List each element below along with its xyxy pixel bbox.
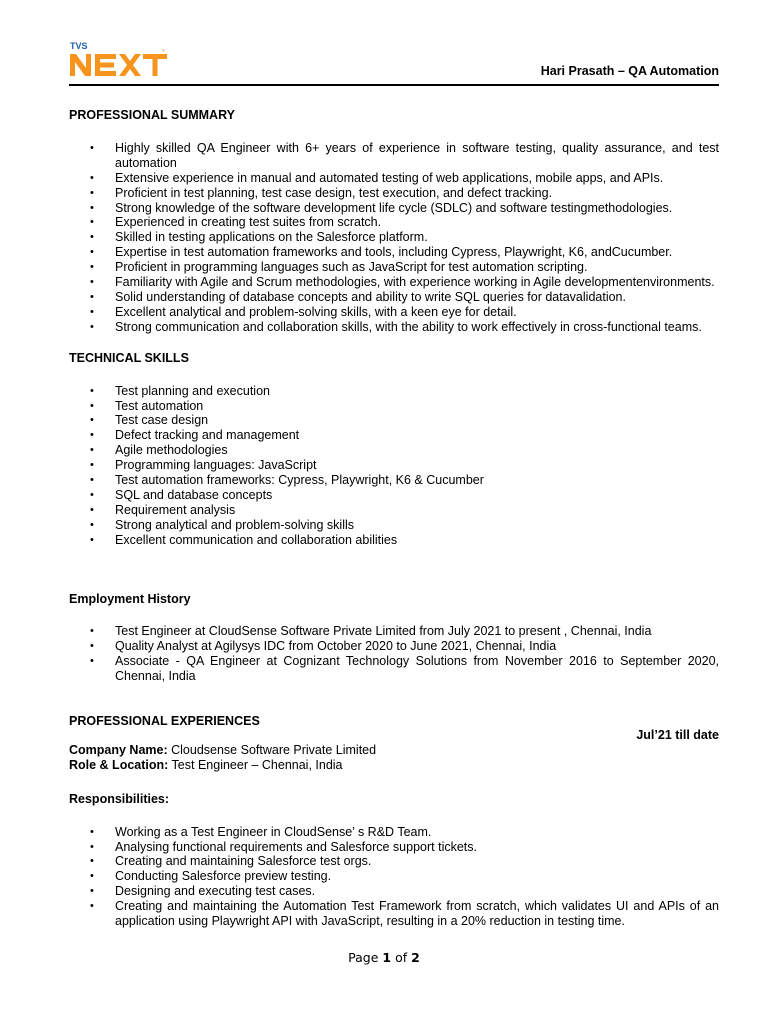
company-value: Cloudsense Software Private Limited [167,742,377,757]
bullet-dot: • [90,825,94,838]
resume-content [69,108,719,929]
of-word: of [395,950,408,965]
experience-date: Jul’21 till date [636,728,719,742]
employment-list [69,624,719,684]
list-item-text: SQL and database concepts [115,487,273,502]
role-line [69,758,719,773]
bullet-dot: • [90,870,94,883]
list-item [69,260,719,275]
list-item [69,384,719,399]
list-item [69,201,719,216]
list-item-text: Highly skilled QA Engineer with 6+ years of experience in software testing, quality assurance, and test automation [115,140,719,170]
bullet-dot: • [90,186,94,199]
company-line [69,743,719,758]
list-item-text: Creating and maintaining Salesforce test orgs. [115,854,372,869]
bullet-dot: • [90,231,94,244]
list-item-text: Strong analytical and problem-solving skills [115,517,355,532]
list-item-text: Experienced in creating test suites from scratch. [115,215,382,230]
bullet-dot: • [90,855,94,868]
list-item [69,186,719,201]
bullet-dot: • [90,384,94,397]
bullet-dot: • [90,459,94,472]
list-item-text: Strong communication and collaboration skills, with the ability to work effectively in cross-functional teams. [115,319,702,334]
list-item-text: Test case design [115,413,209,428]
bullet-dot: • [90,503,94,516]
role-label: Role & Location: [69,757,169,772]
list-item [69,488,719,503]
bullet-dot: • [90,429,94,442]
bullet-dot: • [90,655,94,668]
list-item-text: Defect tracking and management [115,428,300,443]
logo-small-text: TVS [70,41,88,51]
list-item-text: Working as a Test Engineer in CloudSense’ s R&D Team. [115,824,432,839]
bullet-dot: • [90,414,94,427]
list-item [69,899,719,929]
employment-heading: Employment History [69,591,191,606]
list-item [69,320,719,335]
list-item [69,840,719,855]
list-item [69,869,719,884]
bullet-dot: • [90,518,94,531]
responsibilities-heading: Responsibilities: [69,791,170,806]
page-total: 2 [411,950,420,965]
skills-heading: TECHNICAL SKILLS [69,350,189,365]
bullet-dot: • [90,201,94,214]
list-item-text: Strong knowledge of the software development life cycle (SDLC) and software testingmethodologies. [115,200,673,215]
list-item [69,290,719,305]
list-item [69,639,719,654]
list-item [69,533,719,548]
header-title: Hari Prasath – QA Automation [540,64,719,78]
list-item [69,473,719,488]
bullet-dot: • [90,216,94,229]
experience-heading: PROFESSIONAL EXPERIENCES [69,714,260,729]
list-item-text: Associate - QA Engineer at Cognizant Technology Solutions from November 2016 to September 2020, Chennai, India [115,654,719,684]
list-item-text: Conducting Salesforce preview testing. [115,869,332,884]
bullet-dot: • [90,276,94,289]
bullet-dot: • [90,444,94,457]
bullet-dot: • [90,171,94,184]
page-word: Page [348,950,379,965]
svg-text:®: ® [162,48,165,53]
list-item-text: Proficient in programming languages such as JavaScript for test automation scripting. [115,260,588,275]
list-item-text: Test automation [115,398,204,413]
tvs-next-logo [69,40,169,78]
list-item [69,399,719,414]
list-item-text: Creating and maintaining the Automation Test Framework from scratch, which validates UI and APIs of an application using Playwright API with JavaScript, resulting in a 20% reduction in testing time. [115,899,719,929]
list-item [69,171,719,186]
company-label: Company Name: [69,742,168,757]
list-item-text: Excellent communication and collaboration abilities [115,532,398,547]
list-item-text: Solid understanding of database concepts and ability to write SQL queries for datavalidation. [115,289,626,304]
list-item [69,141,719,171]
list-item [69,413,719,428]
bullet-dot: • [90,305,94,318]
list-item [69,854,719,869]
bullet-dot: • [90,399,94,412]
bullet-dot: • [90,246,94,259]
list-item-text: Skilled in testing applications on the Salesforce platform. [115,230,428,245]
list-item-text: Test Engineer at CloudSense Software Private Limited from July 2021 to present , Chennai, India [115,624,652,639]
bullet-dot: • [90,885,94,898]
bullet-dot: • [90,290,94,303]
list-item-text: Analysing functional requirements and Salesforce support tickets. [115,839,477,854]
summary-heading: PROFESSIONAL SUMMARY [69,108,235,122]
list-item-text: Test planning and execution [115,383,270,398]
role-value: Test Engineer – Chennai, India [168,757,343,772]
list-item [69,654,719,684]
list-item [69,443,719,458]
page-current: 1 [382,950,392,965]
bullet-dot: • [90,261,94,274]
list-item-text: Quality Analyst at Agilysys IDC from October 2020 to June 2021, Chennai, India [115,639,557,654]
list-item [69,624,719,639]
list-item-text: Designing and executing test cases. [115,884,316,899]
list-item [69,428,719,443]
list-item [69,245,719,260]
header-divider [69,84,719,86]
list-item [69,825,719,840]
summary-list [69,141,719,335]
bullet-dot: • [90,320,94,333]
bullet-dot: • [90,625,94,638]
list-item [69,215,719,230]
bullet-dot: • [90,533,94,546]
list-item-text: Requirement analysis [115,502,236,517]
list-item [69,458,719,473]
list-item-text: Agile methodologies [115,443,228,458]
page-footer [0,950,768,965]
list-item [69,230,719,245]
list-item [69,884,719,899]
skills-list [69,384,719,548]
list-item [69,275,719,290]
list-item-text: Familiarity with Agile and Scrum methodologies, with experience working in Agile developmentenvironments. [115,275,715,290]
bullet-dot: • [90,900,94,913]
bullet-dot: • [90,840,94,853]
list-item-text: Extensive experience in manual and automated testing of web applications, mobile apps, and APIs. [115,170,664,185]
responsibilities-list [69,825,719,929]
bullet-dot: • [90,488,94,501]
bullet-dot: • [90,141,94,154]
list-item [69,503,719,518]
list-item [69,518,719,533]
bullet-dot: • [90,474,94,487]
list-item-text: Expertise in test automation frameworks and tools, including Cypress, Playwright, K6, andCucumber. [115,245,673,260]
bullet-dot: • [90,640,94,653]
list-item-text: Excellent analytical and problem-solving skills, with a keen eye for detail. [115,304,517,319]
list-item [69,305,719,320]
list-item-text: Programming languages: JavaScript [115,458,317,473]
list-item-text: Test automation frameworks: Cypress, Playwright, K6 & Cucumber [115,473,484,488]
list-item-text: Proficient in test planning, test case design, test execution, and defect tracking. [115,185,553,200]
